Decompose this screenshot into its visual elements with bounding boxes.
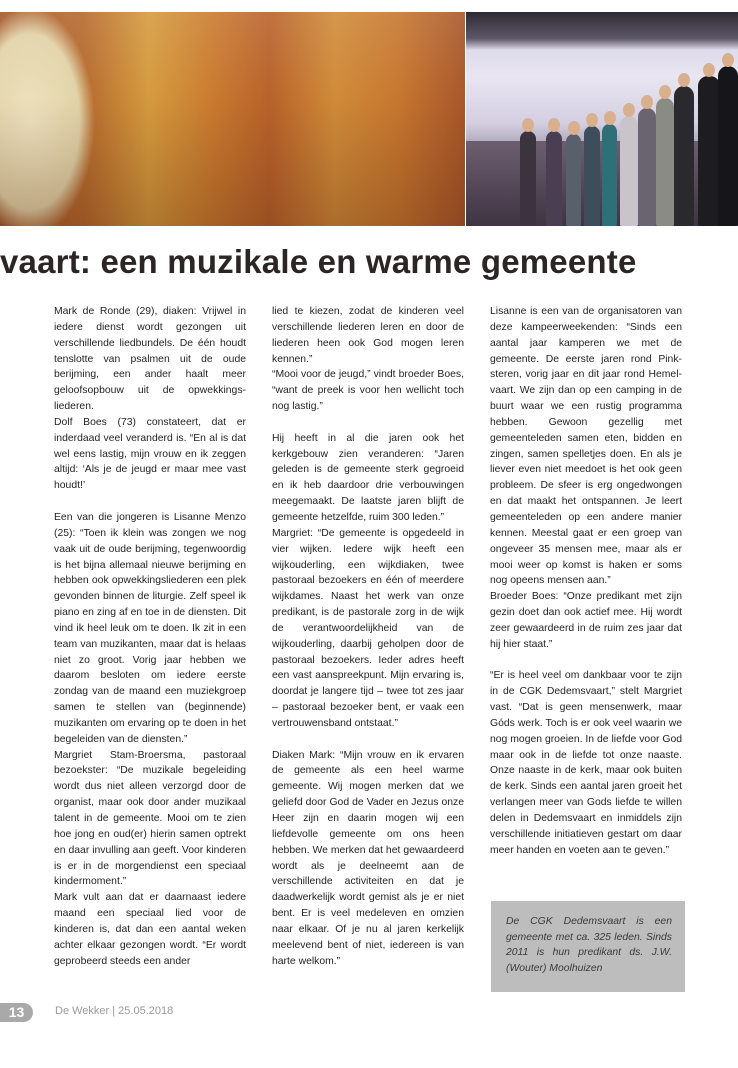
text-column-1 xyxy=(54,304,246,969)
paragraph: Margriet: “De gemeente is opgedeeld in vier wijken. Iedere wijk heeft een wijkouderling, een wijkdiaken, twee pastoraal bezoekers en één of meerdere wijkdames. Naast het werk van onze predikant, is de pastorale zorg in de wijk de verantwoordelijkheid van de wijkouderling, daarbij geholpen door de pastoraal bezoekers. Ieder adres heeft een vast aanspreekpunt. Mijn ervaring is, doordat je langere tijd – twee tot zes jaar – pastoraal bezoeker bent, er vaak een vertrouwensband ontstaat.” xyxy=(272,527,464,729)
paragraph: Broeder Boes: “Onze predikant met zijn gezin doet dan ook actief mee. Hij wordt zeer gewaardeerd in de ruim zes jaar dat hij hier staat.” xyxy=(490,591,682,650)
page-number: 13 xyxy=(0,1003,33,1022)
info-box-text: De CGK Dedemsvaart is een gemeente met ca. 325 leden. Sinds 2011 is hun predikant ds. J.W. (Wouter) Moolhuizen xyxy=(506,916,672,974)
paragraph: Mark de Ronde (29), diaken: Vrijwel in iedere dienst wordt gezongen uit verschillende liedbundels. De één houdt tenslotte van psalmen uit de oude berijming, een ander haalt meer geloofsopbouw uit de opwekkingsliederen. xyxy=(54,306,246,413)
photo-choir-singing xyxy=(466,12,738,226)
paragraph: Hij heeft in al die jaren ook het kerkgebouw zien veranderen: “Jaren geleden is de gemeente sterk gegroeid en ik heb daardoor drie verbouwingen meegemaakt. De laatste jaren blijft de gemeente hetzelfde, ruim 300 leden.” xyxy=(272,432,464,523)
paragraph: Een van die jongeren is Lisanne Menzo (25): “Toen ik klein was zongen we nog vaak uit de oude berijming, tegenwoordig is het bijna allemaal nieuwe berijming en hebben ook opwekkingsliederen een plek gevonden binnen de liturgie. Zelf speel ik piano en zing af en toe in de diensten. Dit vind ik heel leuk om te doen. Ik zit in een team van muzikanten, maar dat is helaas niet zo groot. Vorig jaar hebben we daarom besloten om iedere eerste zondag van de maand een muziekgroep samen te stellen van (beginnende) muzikanten om ervaring op te doen in het begeleiden van de diensten.” xyxy=(54,511,246,745)
paragraph: Mark vult aan dat er daarnaast iedere maand een speciaal lied voor de kinderen is, dat dan een aantal weken achter elkaar gezongen wordt. “Er wordt geprobeerd steeds een ander xyxy=(54,892,246,967)
text-column-2 xyxy=(272,304,464,969)
info-box xyxy=(491,901,685,992)
paragraph: “Mooi voor de jeugd,” vindt broeder Boes, “want de preek is voor hen wellicht toch nog lastig.” xyxy=(272,369,464,413)
photo-warm-closeup xyxy=(0,12,465,226)
paragraph: “Er is heel veel om dankbaar voor te zijn in de CGK Dedemsvaart,” stelt Margriet vast. “Dat is geen mensenwerk, maar Góds werk. Toch is er ook veel waarin we nog mogen groeien. In de liefde voor God maar ook in de liefde tot onze naaste. Onze naaste in de kerk, maar ook buiten de kerk. Sinds een aantal jaren groeit het verlangen meer van Gods liefde te willen delen in Dedemsvaart en inmiddels zijn verschillende initiatieven gestart om daar meer handen en voeten aan te geven.” xyxy=(490,670,682,856)
article-headline: vaart: een muzikale en warme gemeente xyxy=(0,243,637,280)
text-column-3 xyxy=(490,304,682,859)
paragraph: Margriet Stam-Broersma, pastoraal bezoekster: “De muzikale begeleiding wordt dus niet alleen verzorgd door de organist, maar ook door ander muzikaal talent in de gemeente. Mooi om te zien hoe jong en oud(er) hierin samen optrekt en daar invulling aan geeft. Voor kinderen is er in de morgendienst een speciaal kindermoment.” xyxy=(54,749,246,888)
footer-publication: De Wekker | 25.05.2018 xyxy=(55,1005,174,1017)
paragraph: Diaken Mark: “Mijn vrouw en ik ervaren de gemeente als een heel warme gemeente. Wij mogen merken dat we geliefd door God de Vader en Jezus onze Heer zijn en daarin mogen wij een liefdevolle gemeente om ons heen hebben. We merken dat het gewaardeerd wordt als je deelneemt aan de verschillende activiteiten en dat je daadwerkelijk wordt gemist als je er niet bent. Er is veel medeleven en omzien naar elkaar. Of je nu al jaren kerkelijk meelevend bent of niet, iedereen is van harte welkom.” xyxy=(272,749,464,967)
paragraph: lied te kiezen, zodat de kinderen veel verschillende liederen leren en door de liederen heen ook God mogen leren kennen.” xyxy=(272,306,464,365)
paragraph: Lisanne is een van de organisatoren van deze kampeerweekenden: “Sinds een aantal jaar kamperen we met de gemeente. De eerste jaren rond Pinksteren, vorig jaar en dit jaar rond Hemelvaart. We zijn dan op een camping in de buurt waar we een rustig programma hebben. Gewoon gezellig met gemeenteleden samen eten, bidden en zingen, samen spelletjes doen. En als je liever even niet meedoet is het ook geen probleem. De sfeer is erg ongedwongen en dat maakt het ontspannen. Je leert gemeenteleden op een andere manier kennen. Meestal gaat er een groep van ongeveer 35 mensen mee, maar als er mooi weer op komst is haken er soms nog opeens mensen aan.” xyxy=(490,306,682,587)
paragraph: Dolf Boes (73) constateert, dat er inderdaad veel veranderd is. “En al is dat wel eens lastig, mijn vrouw en ik zeggen altijd: ‘Als je de jeugd er maar mee vast houdt!’ xyxy=(54,416,246,492)
